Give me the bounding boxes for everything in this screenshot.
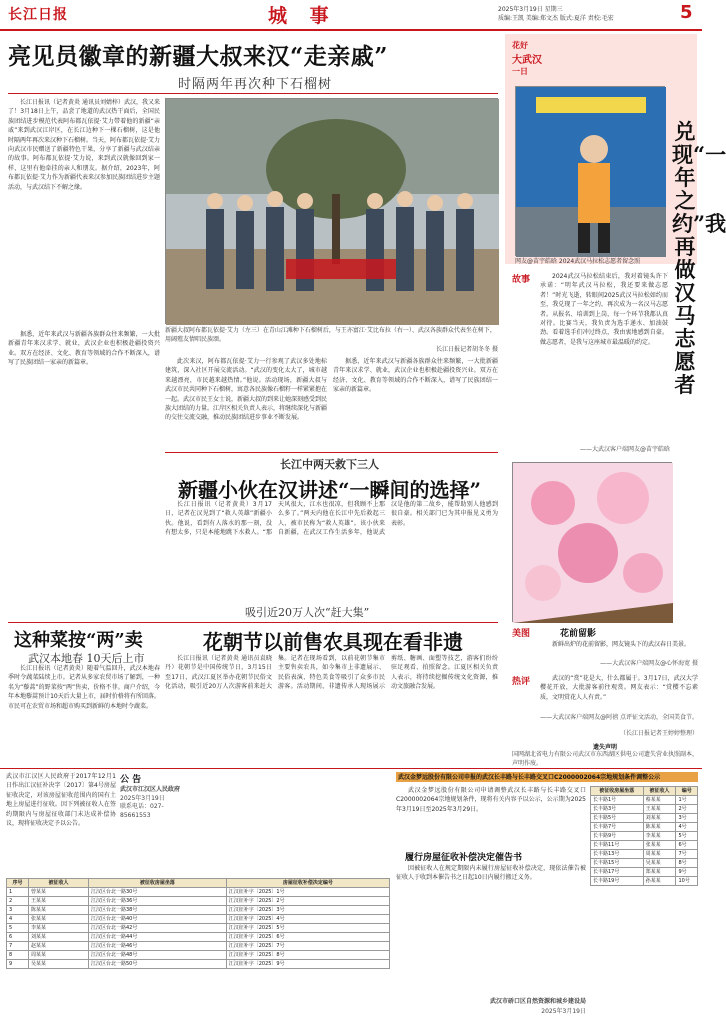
announce-table-row-cell: 江汉征补字〔2025〕5号 (226, 924, 389, 933)
land-table-row (591, 832, 698, 841)
land-table-row-cell: 7号 (676, 850, 698, 859)
volunteer-photo-caption: 网友@苗宇皓晗 2024武汉马拉松志愿者留念照 (515, 258, 641, 265)
rescue-headline: 新疆小伙在汉讲述“一瞬间的选择” (178, 478, 482, 502)
flower-headline: 花朝节以前售农具现在看非遗 (203, 630, 463, 654)
announce-table-row-cell: 2 (7, 897, 29, 906)
bulletin-body: 因被征收人在规定期限内未履行房屋征收补偿决定，现依法催告被征收人于收到本催告书之日起10日内履行搬迁义务。 (396, 865, 586, 882)
land-notice-date: 2025年3月19日 (541, 1008, 586, 1015)
land-table-row (591, 823, 698, 832)
volunteer-photo (515, 86, 665, 256)
land-table-row-cell: 长丰路17号 (591, 868, 644, 877)
land-table-row-cell: 刘某某 (643, 814, 676, 823)
land-table-row-cell: 长丰路11号 (591, 841, 644, 850)
announce-table-row-cell: 江汉征补字〔2025〕6号 (226, 933, 389, 942)
announce-table-row-cell: 1 (7, 888, 29, 897)
flower-photo (512, 462, 672, 622)
announce-table-row (7, 906, 390, 915)
land-table-row (591, 814, 698, 823)
land-table-row-cell: 长丰路13号 (591, 850, 644, 859)
main-body-col2: 此次来汉，阿布都瓦依提·艾力一行参观了武汉多处地标建筑，深入社区开展交流活动。“武汉的变化太大了，城市越来越漂亮，市民越来越热情。”他说。活动现场，新疆大叔与武汉市民共同种下石榴树，寓意各民族像石榴籽一样紧紧抱在一起。武汉市民王女士说，新疆大叔的到来让她深刻感受到民族大团结的力量。江岸区相关负责人表示，将继续深化与新疆的交往交流交融，推动民族团结进步事业不断发展。 (165, 358, 328, 422)
land-table-row-cell: 蔡某某 (643, 796, 676, 805)
announce-table-row-cell: 江汉区台北一路38号 (89, 906, 227, 915)
rescue-kicker: 长江中两天救下三人 (280, 458, 379, 471)
land-table-row-cell: 9号 (676, 868, 698, 877)
notice-announce-table-wrap (6, 878, 390, 969)
announce-table-row-cell: 7 (7, 942, 29, 951)
land-table-row-cell: 郑某某 (643, 868, 676, 877)
land-table-row-cell: 5号 (676, 832, 698, 841)
announce-table-row-cell: 江汉区台北一路48号 (89, 951, 227, 960)
announce-table-row-cell: 吴某某 (29, 960, 89, 969)
main-photo-caption: 新疆大叔阿布都瓦依提·艾力（左三）在青山江滩种下石榴树后，与王亦富江·艾比布拉（右一）、武汉各族群众代表坐在树下，用阔殖友情唱民族颂。 (165, 327, 496, 343)
notice-announce-title: 公 告 (120, 775, 142, 785)
land-table-row-cell: 长丰路3号 (591, 805, 644, 814)
land-notice-body: 武汉金梦远股份有限公司申请调整武汉长丰路与长丰路交叉口C2000002064宗地规划条件，现将有关内容予以公示，公示期为2025年3月19日至2025年3月29日。 (396, 787, 586, 813)
feature-badge: 花好 大武汉 一日 (512, 41, 542, 76)
notice-announce-info: 武汉市江汉区人民政府 2025年3月19日 联系电话：027-85661553 (120, 786, 181, 819)
land-table-row (591, 877, 698, 886)
land-table-row-cell: 陈某某 (643, 823, 676, 832)
land-table-row-cell: 长丰路9号 (591, 832, 644, 841)
announce-table-row-cell: 江汉征补字〔2025〕8号 (226, 951, 389, 960)
rescue-body: 长江日报讯（记者黄炎）3月17日，记者在汉见到了“救人英雄”新疆小伙。他说，看到有人落水的那一刻，没有想太多，只是本能地跳下水救人。“那天风很大，江水也很凉，但我顾不上那么多了。”两天内他在长江中先后救起三人，被市民称为“救人英雄”。该小伙来自新疆，在武汉工作生活多年，他说武汉是他的第二故乡，能帮助别人他感到很自豪。相关部门已为其申报见义勇为表彰。 (165, 501, 498, 537)
land-table-row-cell: 张某某 (643, 841, 676, 850)
notice-announce-table (6, 878, 390, 969)
announce-table-row (7, 924, 390, 933)
announce-table-row-cell: 4 (7, 915, 29, 924)
announce-table-row-cell: 赵某某 (29, 942, 89, 951)
announce-table-row-cell: 周某某 (29, 951, 89, 960)
volunteer-photo-illustration (516, 87, 666, 257)
land-table-row (591, 841, 698, 850)
land-table-row-cell: 周某某 (643, 850, 676, 859)
announce-table-row-cell: 张某某 (29, 915, 89, 924)
editor-credits: 质编:王凯 美编:郑文杰 版式:夏洋 责校:毛宏 (498, 15, 614, 22)
announce-table-row-cell: 江汉区台北一路36号 (89, 897, 227, 906)
announce-table-row-cell: 江汉征补字〔2025〕9号 (226, 960, 389, 969)
announce-table-row-cell: 江汉区台北一路50号 (89, 960, 227, 969)
masthead-logo: 长江日报 (8, 7, 68, 23)
announce-table-row-cell: 9 (7, 960, 29, 969)
announce-table-row (7, 915, 390, 924)
land-table-row-cell: 2号 (676, 805, 698, 814)
announce-table-row-cell: 6 (7, 933, 29, 942)
section-title: 城 事 (268, 5, 337, 27)
land-table-row-cell: 3号 (676, 814, 698, 823)
land-table-row-cell: 长丰路15号 (591, 859, 644, 868)
beauty-author: ——大武汉客户端网友@心怀海宽 摄 (600, 660, 698, 667)
announce-table-row-cell: 江汉征补字〔2025〕4号 (226, 915, 389, 924)
main-photo (165, 98, 498, 324)
announce-table-row (7, 888, 390, 897)
land-notice-issuer: 武汉市硚口区自然资源和城乡建设局 (489, 998, 586, 1005)
announce-table-row (7, 933, 390, 942)
right-story-body: 2024武汉马拉松结束后，我对着镜头许下承诺：“明年武汉马拉松，我还要来做志愿者！”时光飞逝，转眼间2025武汉马拉松如约而至，我兑现了一年之约，再次成为一名汉马志愿者。从报名、培训到上岗，每一个环节我都认真对待。比赛当天，我负责为选手递水、加油鼓劲。看着选手们冲过终点，我由衷地感到自豪。做志愿者，是我与这座城市最温暖的约定。 (540, 273, 668, 346)
land-table-row-cell: 1号 (676, 796, 698, 805)
hot-body: 武汉的“赏”花是大，什么都属于。3月17日，武汉大学樱花开放，大批游客前往观赏。网友表示：“赏樱不忘素质，文明赏花人人有责。” (540, 675, 698, 701)
land-table-row (591, 805, 698, 814)
land-table-row-cell: 长丰路7号 (591, 823, 644, 832)
announce-table-row-cell: 曾某某 (29, 888, 89, 897)
land-table-row (591, 796, 698, 805)
rescue-divider (165, 452, 498, 453)
announce-table-row-cell: 李某某 (29, 924, 89, 933)
masthead-rule (0, 29, 702, 31)
right-vertical-title: 兑现“一年之约”我再做汉马志愿者 (672, 119, 726, 397)
right-footer-note: （长江日报记者王婷婷整理） (619, 730, 698, 737)
land-table-row-cell: 长丰路1号 (591, 796, 644, 805)
main-headline: 亮见员徽章的新疆大叔来汉“走亲戚” (8, 43, 388, 70)
market-kicker: 这种菜按“两”卖 (14, 630, 143, 651)
story-label: 故事 (512, 275, 531, 285)
land-table-row-cell: 8号 (676, 859, 698, 868)
announce-table-row-cell: 江汉区台北一路44号 (89, 933, 227, 942)
announce-table-row (7, 960, 390, 969)
land-table-row-cell: 李某某 (643, 832, 676, 841)
flower-body: 长江日报讯（记者黄炎 通讯员袁晓丹）花朝节是中国传统节日，3月15日至17日，武汉江夏区举办花朝节民俗文化活动，吸引近20万人次游客前来赶大集。记者在现场看到，以前花朝节集市主要售卖农具，如今集市上非遗展示、民俗表演、特色美食等吸引了众多市民游客。活动期间，非遗传承人现场展示剪纸、糖画、面塑等技艺，游客们纷纷驻足观看、拍照留念。江夏区相关负责人表示，将持续挖掘传统文化资源，推动文旅融合发展。 (165, 655, 498, 691)
main-divider (8, 93, 498, 94)
ad-section-rule (0, 768, 702, 769)
announce-table-row-cell: 江汉征补字〔2025〕2号 (226, 897, 389, 906)
land-table-row-cell: 长丰路19号 (591, 877, 644, 886)
announce-table-row-cell: 3 (7, 906, 29, 915)
announce-table-row (7, 897, 390, 906)
bulletin-title: 履行房屋征收补偿决定催告书 (405, 853, 523, 863)
announce-table-row-cell: 8 (7, 951, 29, 960)
flower-photo-illustration (513, 463, 673, 623)
main-body-col3: 据悉，近年来武汉与新疆各族群众往来频繁，一大批新疆青年来汉求学、就业，武汉企业也积极赴疆投资兴业。双方在经济、文化、教育等领域的合作不断深入，谱写了民族团结一家亲的新篇章。 (333, 358, 498, 394)
announce-table-row-cell: 刘某某 (29, 933, 89, 942)
beauty-title: 花前留影 (560, 629, 597, 639)
main-body-col1: 长江日报讯（记者黄炎 通讯员刘婧梓）武汉，我又来了！3月18日上午，品尝了地道的武汉热干面后，全国民族团结进步模范代表阿布都瓦依提·艾力带着他的新疆“亲戚”来到武汉江岸区，在长江边种下一棵石榴树，这是他时隔两年再次来汉种下石榴树。当天，阿布都瓦依提·艾力向武汉市民赠送了新疆特色干果，分享了新疆与武汉结亲的故事。阿布都瓦依提·艾力说，来到武汉就像回到家一样，这里有他牵挂的亲人和朋友。据介绍，2023年，阿布都瓦依提·艾力作为新疆代表来汉参加民族团结进步主题活动，与武汉结下不解之缘。 (8, 99, 160, 191)
flower-kicker: 吸引近20万人次“赶大集” (245, 606, 370, 619)
land-table-row-cell: 王某某 (643, 805, 676, 814)
right-story-author: ——大武汉客户端网友@苗宇皓晗 (579, 446, 670, 453)
hot-label: 热评 (512, 677, 531, 687)
market-body: 长江日报讯（记者黄炎）随着气温回升，武汉本地春季时令蔬菜陆续上市。记者从多家农贸市场了解到，一种名为“藜蒿”的野菜按“两”售卖，价格不菲。商户介绍，今年本地藜蒿预计10天后大量上市，届时价格将有所回落。市民可在农贸市场和超市购买到新鲜的本地时令蔬菜。 (8, 665, 160, 710)
notice-intro: 武汉市江汉区人民政府于2017年12月1日作出江汉征补决字〔2017〕第4号房屋征收决定，对该房屋征收范围内的国有土地上房屋进行征收。因下列被征收人在签约期限内与房屋征收部门未达成补偿协议，现将征收决定予以公告。 (6, 773, 116, 828)
announce-table-row-cell: 江汉征补字〔2025〕7号 (226, 942, 389, 951)
notice-announce-table-header: 序号 被征收人 被征收房屋坐落 房屋征收补偿决定编号 (7, 879, 390, 888)
announce-table-row-cell: 陈某某 (29, 906, 89, 915)
announce-table-row-cell: 江汉征补字〔2025〕1号 (226, 888, 389, 897)
announce-table-row-cell: 5 (7, 924, 29, 933)
market-divider (8, 622, 498, 623)
beauty-body: 新鲜出炉的花前留影，网友镜头下的武汉春日美景。 (552, 641, 691, 648)
market-subhead: 武汉本地春 10天后上市 (28, 652, 145, 665)
land-table-row-cell: 10号 (676, 877, 698, 886)
main-body-col1b: 据悉，近年来武汉与新疆各族群众往来频繁，一大批新疆青年来汉求学、就业，武汉企业也积极赴疆投资兴业。双方在经济、文化、教育等领域的合作不断深入，谱写了民族团结一家亲的新篇章。 (8, 331, 160, 367)
page-number: 5 (680, 2, 693, 23)
main-photo-illustration (166, 99, 499, 325)
land-notice-table-header: 被征收房屋坐落 被征收人 编号 (591, 787, 698, 796)
land-notice-table (590, 786, 698, 886)
announce-table-row-cell: 江汉区台北一路30号 (89, 888, 227, 897)
land-table-row-cell: 6号 (676, 841, 698, 850)
announce-table-row (7, 951, 390, 960)
main-subhead: 时隔两年再次种下石榴树 (178, 77, 333, 92)
beauty-label: 美图 (512, 629, 531, 639)
announce-table-row (7, 942, 390, 951)
land-notice-table-wrap (590, 786, 698, 886)
announce-table-row-cell: 江汉区台北一路40号 (89, 915, 227, 924)
announce-table-row-cell: 江汉区台北一路46号 (89, 942, 227, 951)
main-photo-credit: 长江日报记者胡冬冬 摄 (436, 346, 498, 353)
issue-date: 2025年3月19日 星期三 (498, 6, 563, 13)
land-notice-title: 武汉金梦远股份有限公司申报的武汉长丰路与长丰路交叉口C2000002064宗地规划条件调整公示 (398, 774, 661, 781)
lost-notice: 遗失声明 国网湖北省电力有限公司武汉市东西湖区供电公司遗失营业执照副本，声明作废。 (512, 744, 699, 767)
hot-author: ——大武汉客户端网友@阿禧 点评征文活动，全国美食节。 (540, 714, 698, 721)
announce-table-row-cell: 江汉区台北一路42号 (89, 924, 227, 933)
announce-table-row-cell: 王某某 (29, 897, 89, 906)
land-table-row (591, 859, 698, 868)
land-table-row-cell: 4号 (676, 823, 698, 832)
land-table-row (591, 850, 698, 859)
land-table-row (591, 868, 698, 877)
announce-table-row-cell: 江汉征补字〔2025〕3号 (226, 906, 389, 915)
land-table-row-cell: 长丰路5号 (591, 814, 644, 823)
land-table-row-cell: 吴某某 (643, 859, 676, 868)
land-table-row-cell: 孙某某 (643, 877, 676, 886)
